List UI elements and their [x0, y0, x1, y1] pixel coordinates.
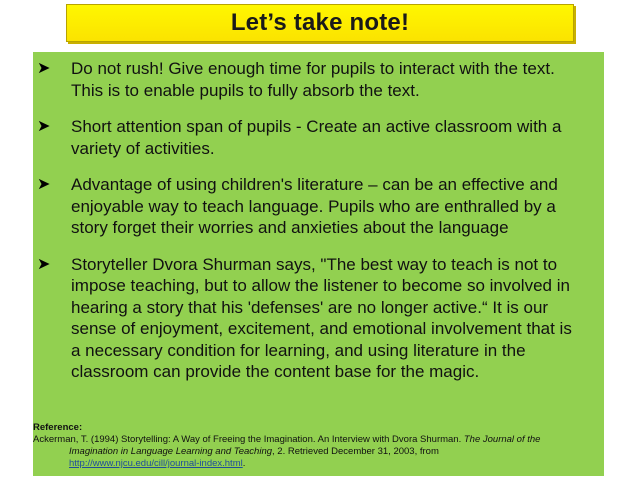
bullet-line: impose teaching, but to allow the listener to become so involved in — [71, 276, 570, 295]
journal-title-part1: The Journal of the — [463, 434, 541, 445]
reference-link-suffix: . — [242, 458, 246, 469]
bullet-item — [33, 58, 604, 101]
bullet-line: Storyteller Dvora Shurman says, "The best way to teach is not to — [71, 254, 558, 274]
bullet-line: a necessary condition for learning, and using literature in the — [71, 340, 526, 360]
slide-title: Let’s take note! — [230, 9, 410, 36]
reference-block — [33, 422, 598, 470]
reference-citation: Ackerman, T. (1994) Storytelling: A Way of Freeing the Imagination. An Interview with Dvora Shurman. — [33, 434, 464, 445]
bullet-line: sense of enjoyment, excitement, and emotional involvement that is — [71, 319, 572, 338]
bullet-item — [33, 174, 604, 239]
title-banner — [66, 4, 574, 42]
bullet-line: story forget their worries and anxieties about the language — [71, 218, 509, 237]
arrow-bullet-icon: ➤ — [37, 60, 51, 77]
bullet-item — [33, 254, 604, 383]
bullet-line: hearing a story that his 'defenses' are no longer active.“ It is our — [71, 297, 549, 317]
bullet-line: classroom can provide the content base for the magic. — [71, 362, 480, 381]
arrow-bullet-icon: ➤ — [37, 118, 51, 135]
bullet-line: variety of activities. — [71, 138, 215, 158]
journal-title-part2: Imagination in Language Learning and Teaching — [69, 446, 273, 457]
bullet-line: enjoyable way to teach language. Pupils who are enthralled by a — [71, 196, 556, 216]
reference-line — [33, 446, 598, 458]
bullet-line: This is to enable pupils to fully absorb the text. — [71, 80, 420, 100]
reference-line — [33, 458, 598, 470]
bullet-line: Advantage of using children's literature – can be an effective and — [71, 175, 558, 194]
reference-label: Reference: — [33, 422, 83, 433]
bullet-list — [33, 58, 604, 398]
reference-link[interactable]: http://www.njcu.edu/cill/journal-index.html — [69, 458, 243, 469]
reference-line — [33, 434, 598, 446]
arrow-bullet-icon: ➤ — [37, 176, 51, 193]
bullet-item — [33, 116, 604, 159]
bullet-line: Do not rush! Give enough time for pupils to interact with the text. — [71, 59, 555, 78]
content-panel — [33, 52, 604, 476]
reference-retrieved: , 2. Retrieved December 31, 2003, from — [272, 446, 439, 457]
arrow-bullet-icon: ➤ — [37, 255, 51, 273]
bullet-line: Short attention span of pupils - Create an active classroom with a — [71, 117, 562, 136]
